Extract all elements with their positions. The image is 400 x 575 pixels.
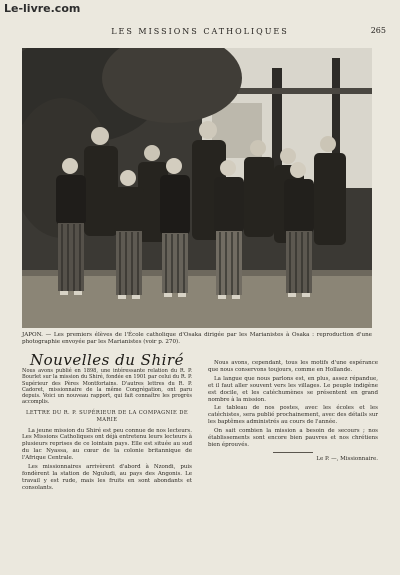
paragraph: Le tableau de nos postes, avec les écoles et les catéchistes, sera publié prochainement, avec des détails sur les baptêmes administrés au cours de l'année. — [208, 405, 378, 426]
page-number: 265 — [370, 26, 386, 35]
photograph-illustration — [22, 48, 372, 328]
divider — [273, 452, 313, 453]
running-head: LES MISSIONS CATHOLIQUES — [111, 27, 289, 36]
article-title: Nouvelles du Shiré — [30, 351, 184, 369]
intro-note: Nous avons publié en 1898, une intéressante relation du R. P. Bourlet sur la mission du Shiré, fondée en 1901 par celui du R. P. Supérieur des Pères Montfortains. D'autres lettres du R. P. Cadoret, missionnaire de la même Congrégation, ont paru depuis. Voici un nouveau rapport, qui fait connaître les progrès accomplis. — [22, 367, 192, 406]
right-column — [208, 360, 378, 465]
article-subheading: LETTRE DU R. P. SUPÉRIEUR DE LA COMPAGNIE DE MARIE — [25, 409, 189, 423]
signature: Le P. —, Missionnaire. — [316, 455, 378, 462]
paragraph: On sait combien la mission a besoin de secours ; nos établissements sont encore bien pauvres et nos chrétiens bien éprouvés. — [208, 428, 378, 448]
paragraph: La jeune mission du Shiré est peu connue de nos lecteurs. Les Missions Catholiques ont déjà entretenu leurs lecteurs à plusieurs reprises de ce lointain pays. Elle est située au sud du lac Nyassa, au cœur de la colonie britannique de l'Afrique Centrale. — [22, 427, 192, 462]
group-photograph — [22, 48, 372, 328]
watermark: Le-livre.com — [4, 2, 81, 15]
paragraph: La langue que nous parlons est, en plus, assez répandue, et il faut aller souvent vers les villages. Le peuple indigène est docile, et les catéchumènes se présentent en grand nombre à la mission. — [208, 375, 378, 403]
paragraph: Nous avons, cependant, tous les motifs d'une espérance que nous conservons toujours, comme en Hollande. — [208, 360, 378, 373]
photo-caption: JAPON. — Les premiers élèves de l'École catholique d'Osaka dirigée par les Marianistes à Osaka : reproduction d'une photographie envoyée par les Marianistes (voir p. 270). — [22, 332, 372, 345]
paragraph: Les missionnaires arrivèrent d'abord à Nzondi, puis fondèrent la station de Nguludi, au pays des Angonis. Le travail y est rude, mais les fruits en sont abondants et consolants. — [22, 464, 192, 491]
left-column — [22, 351, 192, 494]
